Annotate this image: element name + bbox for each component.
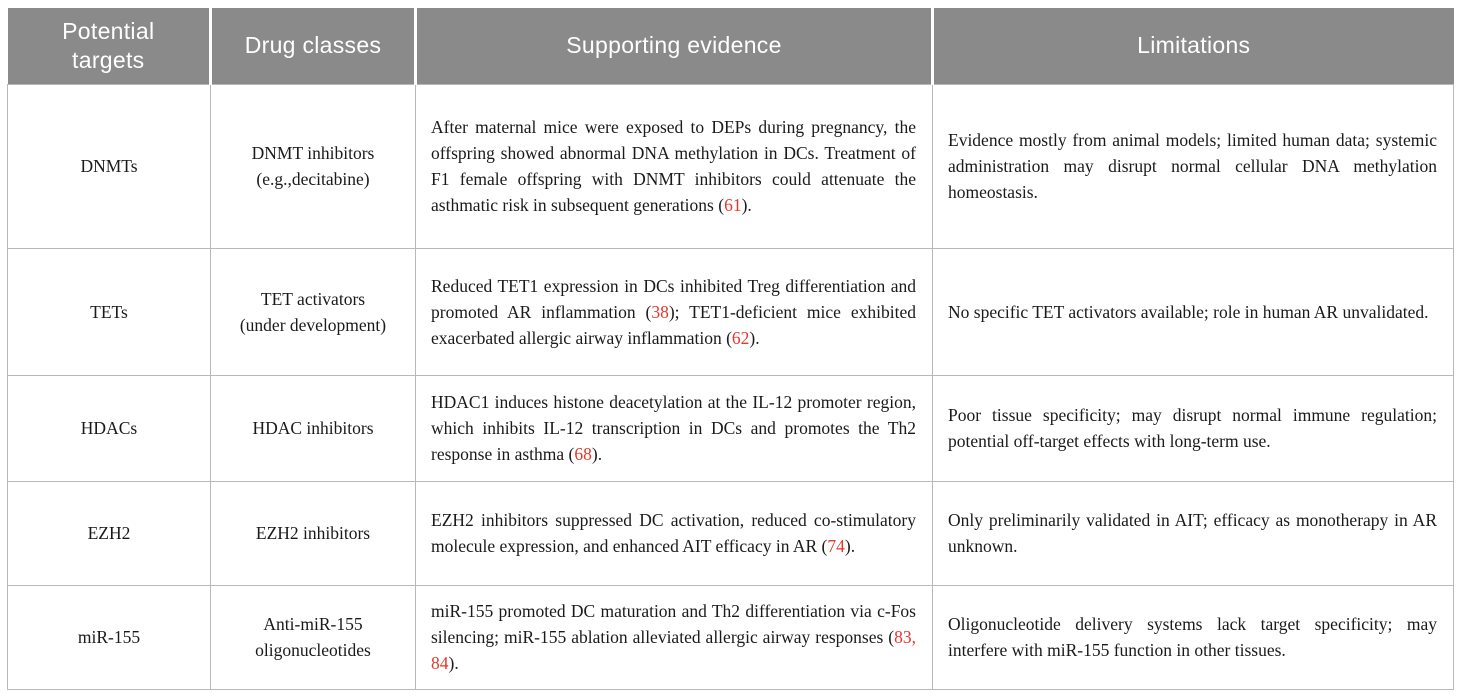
evidence-text: ); TET1-deficient mice exhibited exacerbated allergic airway inflammation ( — [431, 301, 916, 348]
citation-ref: 74 — [827, 536, 845, 556]
cell-limitations: Evidence mostly from animal models; limited human data; systemic administration may disrupt normal cellular DNA methylation homeostasis. — [933, 84, 1454, 248]
table-row — [8, 84, 1454, 248]
cell-potential-target: HDACs — [8, 375, 211, 481]
evidence-text: HDAC1 induces histone deacetylation at the IL-12 promoter region, which inhibits IL-12 transcription in DCs and promotes the Th2 response in asthma ( — [431, 392, 916, 464]
column-header-supporting-evidence: Supporting evidence — [416, 8, 933, 84]
cell-potential-target: TETs — [8, 248, 211, 375]
drug-class-line: DNMT inhibitors — [251, 143, 375, 163]
cell-supporting-evidence — [416, 84, 933, 248]
evidence-text: ). — [591, 444, 603, 464]
drug-class-line: (e.g.,decitabine) — [256, 169, 370, 189]
cell-potential-target: miR-155 — [8, 585, 211, 689]
evidence-text: EZH2 inhibitors suppressed DC activation, reduced co-stimulatory molecule expression, and enhanced AIT efficacy in AR ( — [431, 510, 916, 556]
cell-drug-class — [211, 585, 416, 689]
table-row — [8, 585, 1454, 689]
table-body — [8, 84, 1454, 689]
drug-class-line: TET activators — [260, 288, 366, 309]
cell-limitations: Only preliminarily validated in AIT; efficacy as monotherapy in AR unknown. — [933, 481, 1454, 585]
cell-drug-class — [211, 375, 416, 481]
table-row — [8, 375, 1454, 481]
cell-limitations: No specific TET activators available; role in human AR unvalidated. — [933, 248, 1454, 375]
cell-supporting-evidence — [416, 248, 933, 375]
epigenetic-targets-table — [7, 8, 1454, 690]
cell-supporting-evidence — [416, 481, 933, 585]
drug-class-line: EZH2 inhibitors — [255, 523, 371, 543]
citation-ref: 68 — [574, 444, 592, 464]
citation-ref: 62 — [731, 327, 750, 348]
evidence-text: ). — [448, 653, 459, 673]
table-row — [8, 248, 1454, 375]
table-row — [8, 481, 1454, 585]
cell-potential-target: EZH2 — [8, 481, 211, 585]
column-header-potential-targets: Potential targets — [8, 8, 211, 84]
cell-supporting-evidence — [416, 375, 933, 481]
citation-ref: 83, 84 — [431, 627, 916, 673]
cell-drug-class — [211, 481, 416, 585]
column-header-limitations: Limitations — [933, 8, 1454, 84]
citation-ref: 61 — [724, 195, 742, 215]
table-head — [8, 8, 1454, 84]
cell-limitations: Poor tissue specificity; may disrupt normal immune regulation; potential off-target effects with long-term use. — [933, 375, 1454, 481]
evidence-text: After maternal mice were exposed to DEPs during pregnancy, the offspring showed abnormal DNA methylation in DCs. Treatment of F1 female offspring with DNMT inhibitors could attenuate the asthmatic risk in subsequent generations ( — [431, 117, 916, 215]
cell-drug-class — [211, 248, 416, 375]
evidence-text: miR-155 promoted DC maturation and Th2 differentiation via c-Fos silencing; miR-155 ablation alleviated allergic airway responses ( — [431, 601, 916, 647]
cell-drug-class — [211, 84, 416, 248]
column-header-drug-classes: Drug classes — [211, 8, 416, 84]
cell-supporting-evidence — [416, 585, 933, 689]
evidence-text: Reduced TET1 expression in DCs inhibited Treg differentiation and promoted AR inflammation ( — [431, 275, 916, 322]
evidence-text: ). — [741, 195, 752, 215]
drug-class-line: HDAC inhibitors — [252, 418, 374, 438]
evidence-text: ). — [749, 327, 760, 348]
cell-potential-target: DNMTs — [8, 84, 211, 248]
citation-ref: 38 — [651, 301, 669, 322]
cell-limitations: Oligonucleotide delivery systems lack target specificity; may interfere with miR-155 function in other tissues. — [933, 585, 1454, 689]
evidence-text: ). — [844, 536, 856, 556]
drug-class-line: oligonucleotides — [255, 640, 371, 660]
drug-class-line: (under development) — [239, 314, 387, 335]
drug-class-line: Anti-miR-155 — [263, 614, 363, 634]
header-row — [8, 8, 1454, 84]
